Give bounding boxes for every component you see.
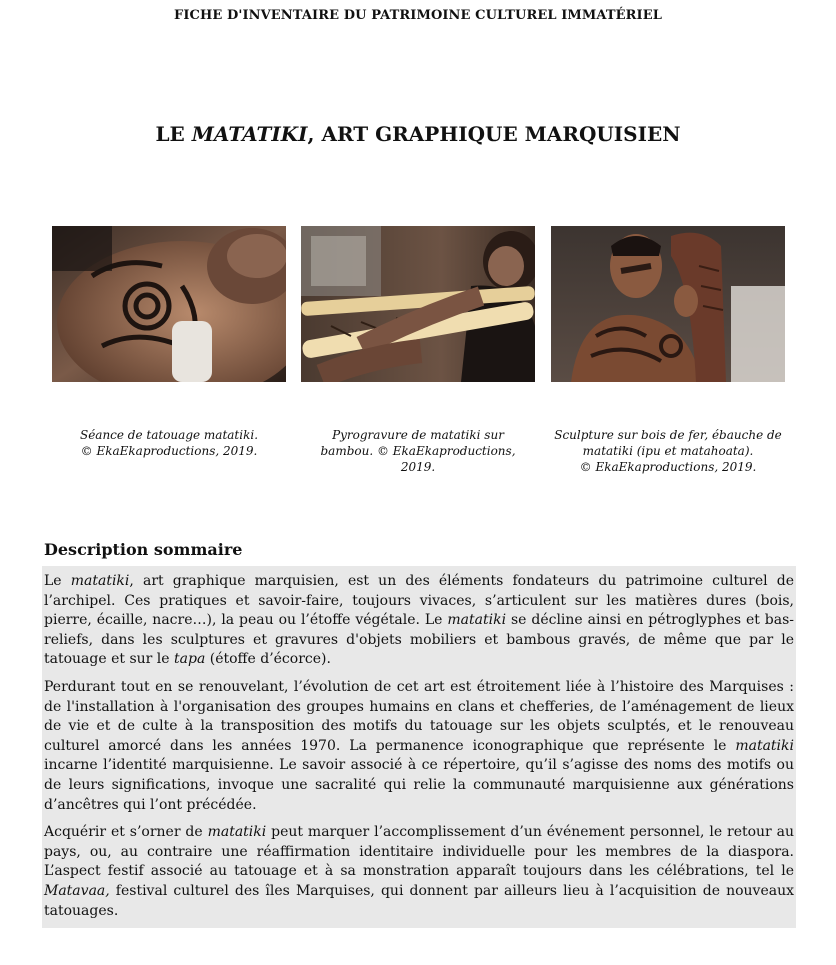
italic-term: matatiki	[447, 612, 507, 629]
photo-ironwood-sculpture	[551, 226, 785, 382]
text-run: , art graphique marquisien, est un des éléments fondateurs du patrimoine culturel de l’archipel. Ces pratiques et savoir-faire, toujours vivaces, s’articulent sur les matières dures (bois, pierre, écaille, nacre…), la peau ou l’étoffe végétale. Le	[44, 573, 794, 629]
title-italic: MATATIKI	[191, 122, 308, 146]
description-box	[42, 566, 796, 928]
caption-line: 2019.	[400, 460, 436, 474]
text-run: se décline ainsi en pétroglyphes et bas-reliefs, dans les sculptures et gravures d'objets mobiliers et bambous gravés, de même que par le tatouage et sur le	[44, 612, 794, 668]
text-run: Le	[44, 573, 71, 589]
caption-line: matatiki (ipu et matahoata).	[582, 444, 754, 458]
caption-line: © EkaEkaproductions, 2019.	[579, 460, 757, 474]
text-run: Acquérir et s’orner de	[44, 824, 208, 841]
description-paragraph	[44, 678, 794, 815]
text-run: festival culturel des îles Marquises, qui donnent par ailleurs lieu à l’acquisition de nouveaux tatouages.	[44, 882, 794, 919]
text-run: peut marquer l’accomplissement d’un événement personnel, le retour au pays, ou, au contraire une réaffirmation identitaire individuelle pour les membres de la diaspora. L’aspect festif associé au tatouage et à sa monstration apparaît toujours dans les célébrations, tel le	[44, 824, 794, 880]
text-run: incarne l’identité marquisienne. Le savoir associé à ce répertoire, qu’il s’agisse des noms des motifs ou de leurs significations, invoque une sacralité qui relie la communauté marquisienne aux générations d’ancêtres qui l’ont précédée.	[44, 757, 794, 813]
italic-term: matatiki	[70, 573, 130, 589]
caption-line: bambou. © EkaEkaproductions,	[320, 444, 516, 458]
italic-term: Matavaa,	[44, 882, 110, 899]
text-run: (étoffe d’écorce).	[205, 651, 331, 668]
document-header: FICHE D'INVENTAIRE DU PATRIMOINE CULTUREL IMMATÉRIEL	[174, 8, 662, 23]
description-paragraph	[44, 823, 794, 921]
italic-term: tapa	[174, 651, 206, 668]
caption-ironwood-sculpture	[551, 427, 785, 475]
title-suffix: , ART GRAPHIQUE MARQUISIEN	[307, 122, 681, 146]
italic-term: matatiki	[735, 737, 794, 754]
italic-term: matatiki	[207, 824, 267, 841]
document-title	[0, 122, 836, 146]
photo-row	[52, 226, 785, 382]
text-run: Perdurant tout en se renouvelant, l’évolution de cet art est étroitement liée à l’histoire des Marquises : de l'installation à l'organisation des groupes humains en clans et chefferies, de l’aménagement de lieux de vie et de culte à la transposition des motifs du tatouage sur les objets sculptés, et le renouveau culturel amorcé dans les années 1970. La permanence iconographique que représente le	[44, 678, 794, 754]
section-title-description: Description sommaire	[44, 540, 243, 559]
caption-line: Séance de tatouage matatiki.	[79, 428, 259, 442]
description-paragraph	[44, 572, 794, 670]
photo-tattoo-session	[52, 226, 286, 382]
caption-line: © EkaEkaproductions, 2019.	[80, 444, 258, 458]
caption-tattoo-session	[52, 427, 286, 459]
title-prefix: LE	[155, 122, 192, 146]
caption-pyrography-bamboo	[301, 427, 535, 475]
caption-line: Pyrogravure de matatiki sur	[332, 428, 504, 442]
photo-pyrography-bamboo	[301, 226, 535, 382]
caption-line: Sculpture sur bois de fer, ébauche de	[554, 428, 782, 442]
